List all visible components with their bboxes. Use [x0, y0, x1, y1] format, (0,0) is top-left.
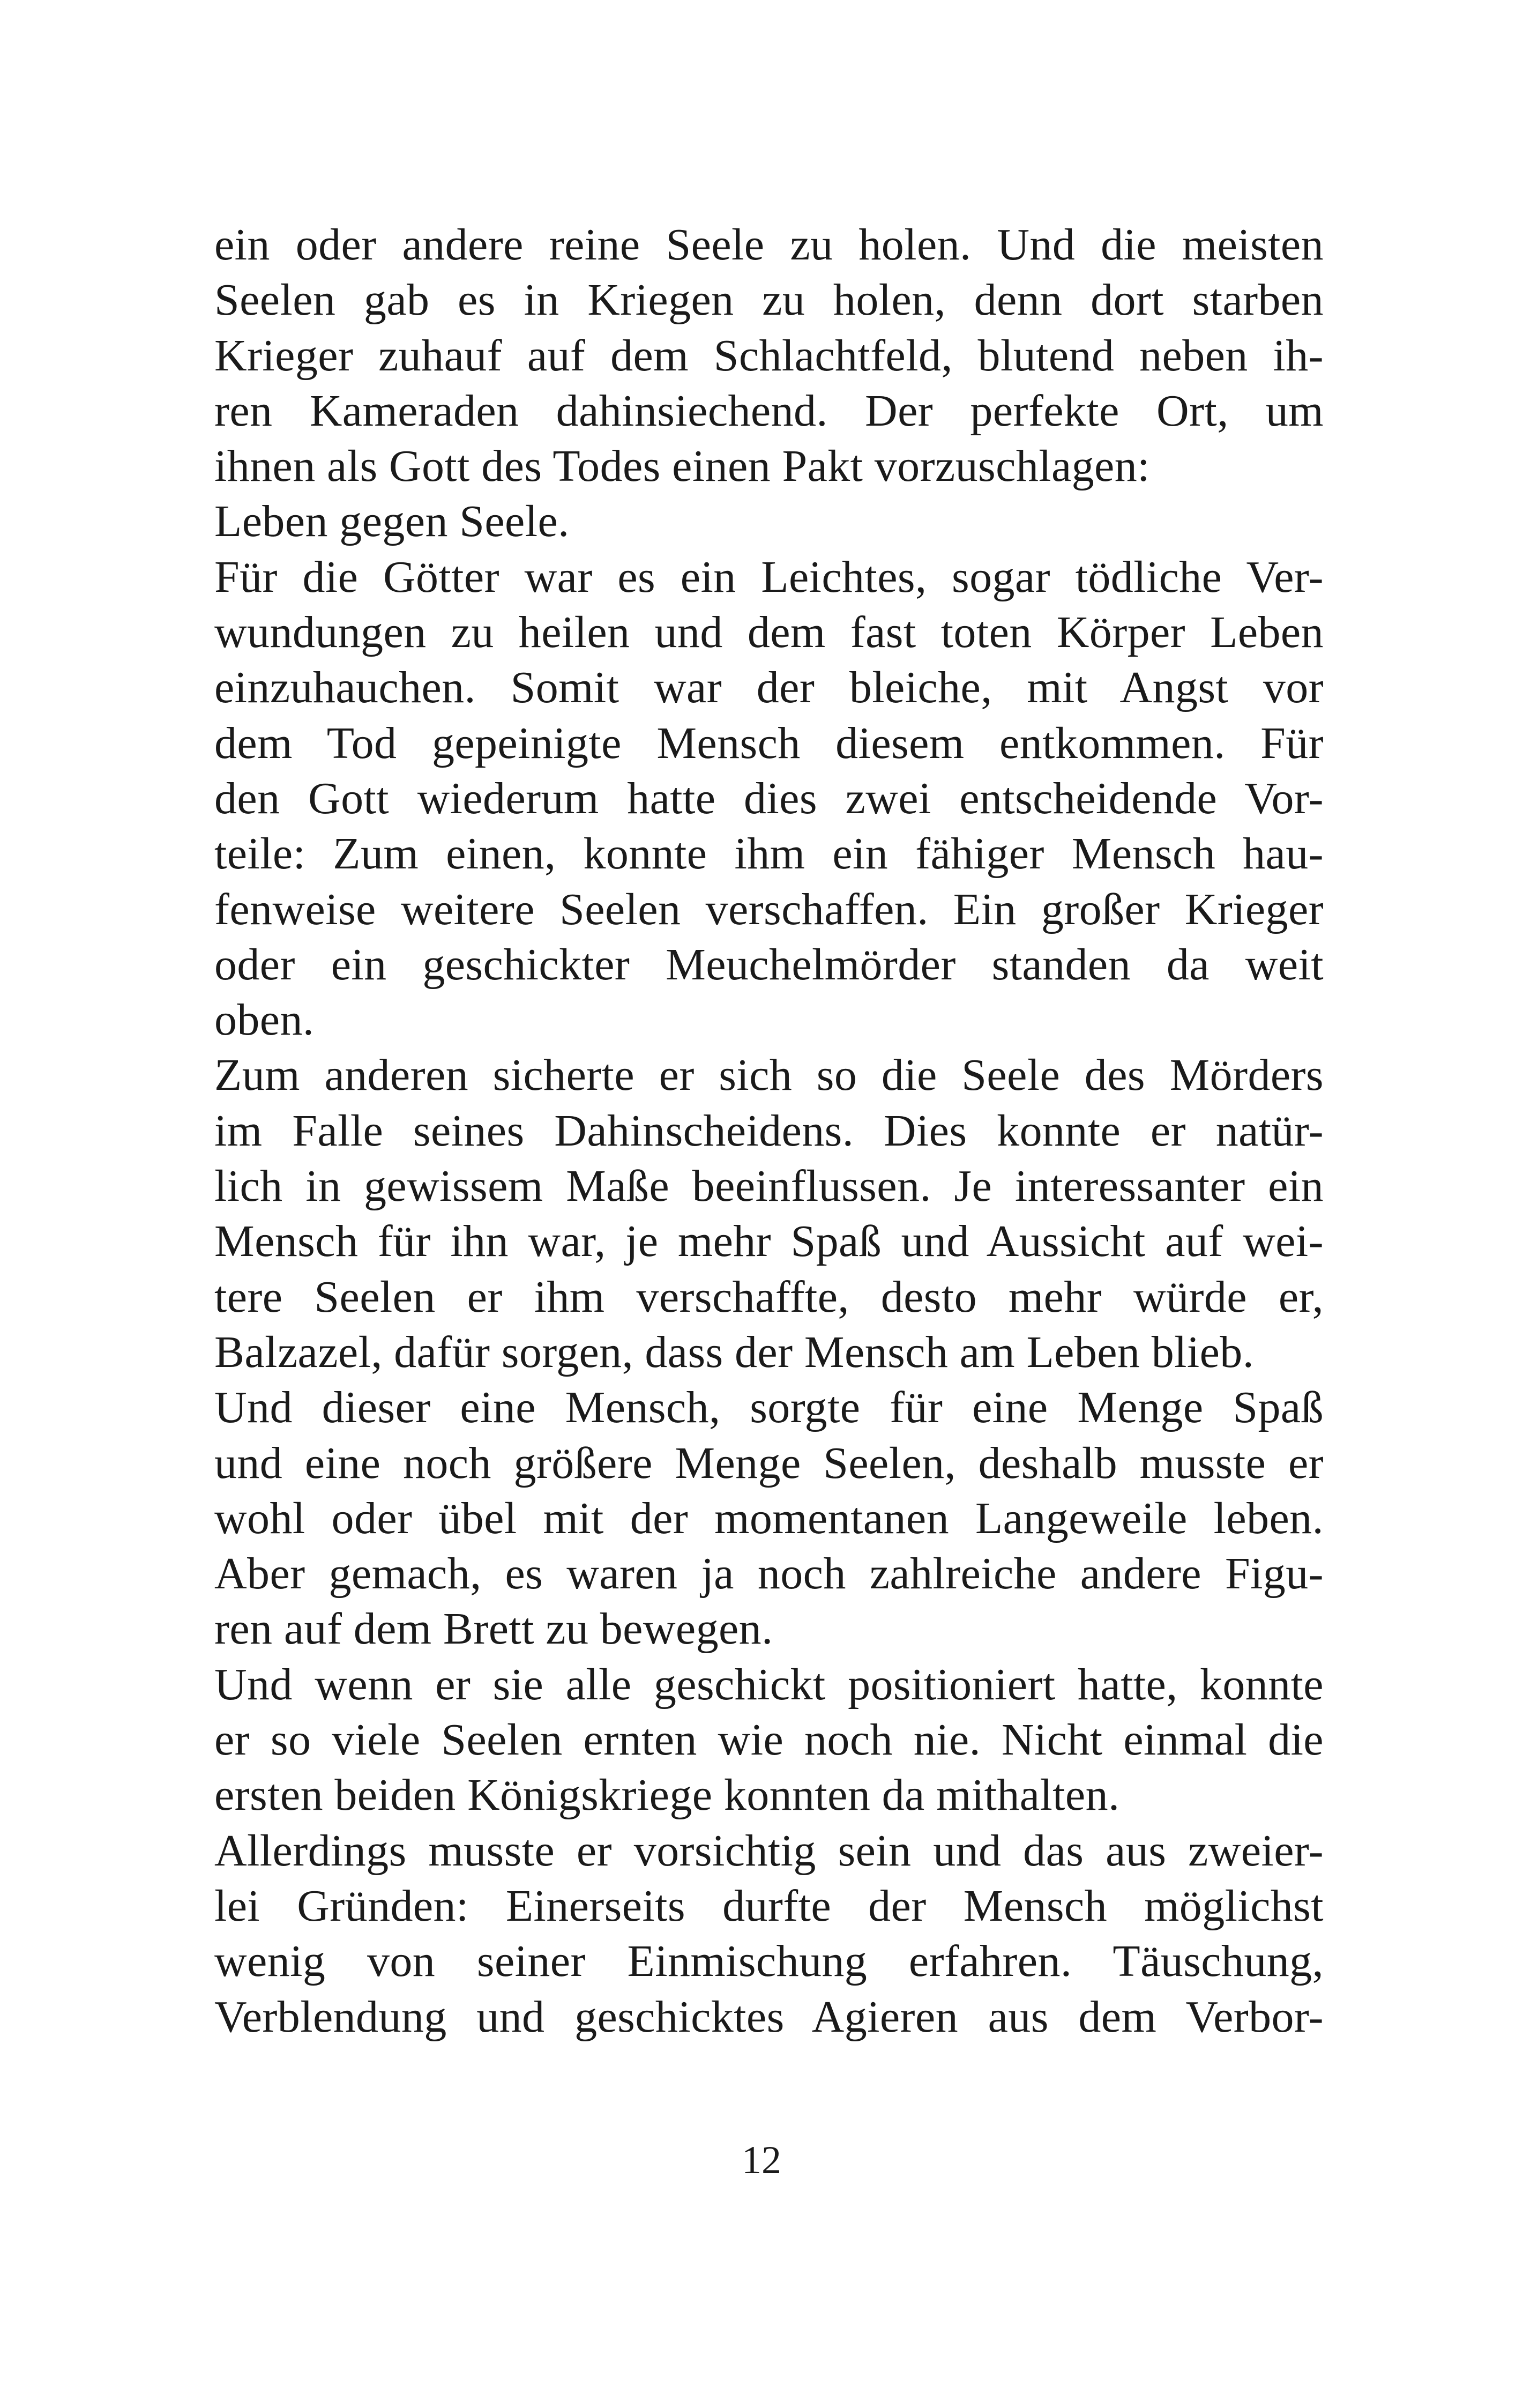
text-line: oben.	[214, 995, 315, 1045]
page-number: 12	[742, 2138, 781, 2182]
text-line: Allerdings musste er vorsichtig sein und das aus zweier-	[214, 1825, 1324, 1876]
text-line: den Gott wiederum hatte dies zwei entscheidende Vor-	[214, 773, 1324, 823]
text-line: lei Gründen: Einerseits durfte der Mensch möglichst	[214, 1881, 1324, 1931]
text-line: tere Seelen er ihm verschaffte, desto mehr würde er,	[214, 1272, 1324, 1322]
text-line: Balzazel, dafür sorgen, dass der Mensch am Leben blieb.	[214, 1327, 1255, 1377]
text-line: Und wenn er sie alle geschickt positioniert hatte, konnte	[214, 1659, 1324, 1710]
text-line: er so viele Seelen ernten wie noch nie. Nicht einmal die	[214, 1715, 1324, 1765]
text-line: wohl oder übel mit der momentanen Langeweile leben.	[214, 1493, 1324, 1543]
text-line: und eine noch größere Menge Seelen, deshalb musste er	[214, 1438, 1324, 1488]
text-line: dem Tod gepeinigte Mensch diesem entkommen. Für	[214, 718, 1324, 768]
text-line: oder ein geschickter Meuchelmörder standen da weit	[214, 939, 1324, 990]
text-line: Mensch für ihn war, je mehr Spaß und Aussicht auf wei-	[214, 1216, 1324, 1267]
text-line: fenweise weitere Seelen verschaffen. Ein großer Krieger	[214, 884, 1324, 934]
body-text	[214, 217, 1324, 2045]
text-line: ren auf dem Brett zu bewegen.	[214, 1604, 773, 1654]
text-line: Leben gegen Seele.	[214, 496, 570, 547]
text-line: wundungen zu heilen und dem fast toten Körper Leben	[214, 607, 1324, 658]
text-line: einzuhauchen. Somit war der bleiche, mit Angst vor	[214, 663, 1324, 713]
text-line: ein oder andere reine Seele zu holen. Und die meisten	[214, 220, 1324, 270]
text-line: Seelen gab es in Kriegen zu holen, denn dort starben	[214, 275, 1324, 325]
text-line: Für die Götter war es ein Leichtes, sogar tödliche Ver-	[214, 552, 1324, 602]
text-line: Krieger zuhauf auf dem Schlachtfeld, blutend neben ih-	[214, 330, 1324, 381]
text-line: ersten beiden Königskriege konnten da mithalten.	[214, 1770, 1120, 1820]
text-line: Verblendung und geschicktes Agieren aus dem Verbor-	[214, 1991, 1324, 2042]
text-line: Und dieser eine Mensch, sorgte für eine Menge Spaß	[214, 1383, 1324, 1433]
text-line: teile: Zum einen, konnte ihm ein fähiger Mensch hau-	[214, 829, 1324, 879]
text-line: im Falle seines Dahinscheidens. Dies konnte er natür-	[214, 1105, 1324, 1156]
text-line: ihnen als Gott des Todes einen Pakt vorzuschlagen:	[214, 441, 1150, 492]
text-line: Zum anderen sicherte er sich so die Seele des Mörders	[214, 1050, 1324, 1101]
text-line: ren Kameraden dahinsiechend. Der perfekte Ort, um	[214, 385, 1324, 436]
text-line: Aber gemach, es waren ja noch zahlreiche andere Figu-	[214, 1549, 1324, 1599]
text-line: lich in gewissem Maße beeinflussen. Je interessanter ein	[214, 1161, 1324, 1212]
text-line: wenig von seiner Einmischung erfahren. Täuschung,	[214, 1936, 1324, 1987]
